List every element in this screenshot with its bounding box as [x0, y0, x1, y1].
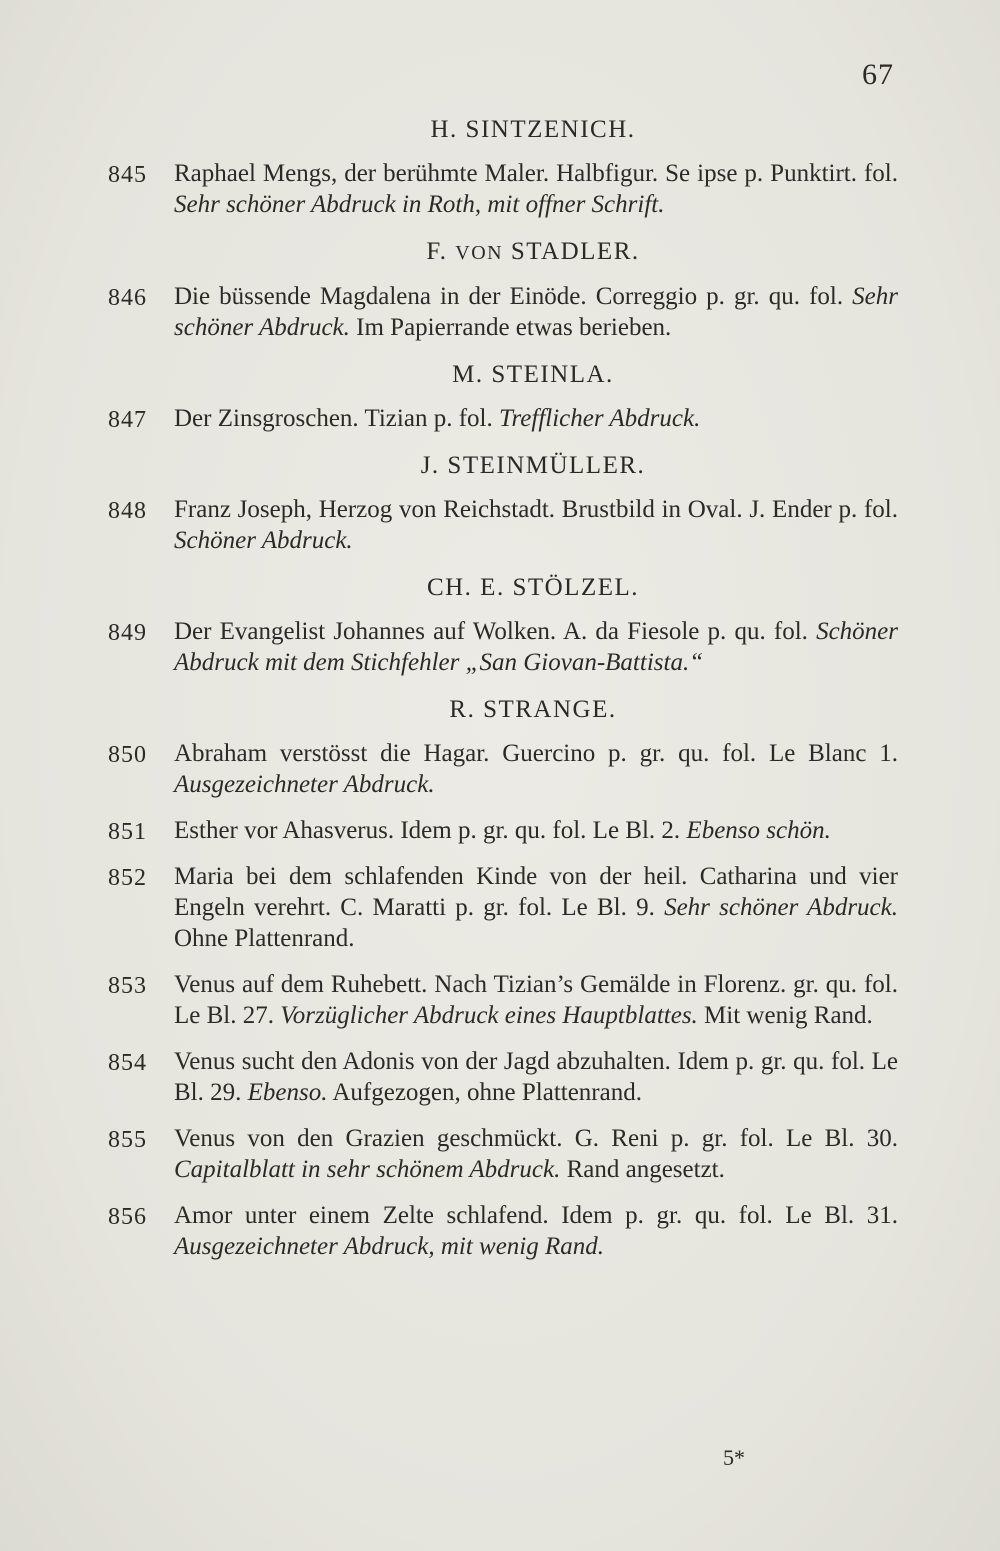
entry-extra-note: Im Papierrande etwas berieben. — [356, 314, 672, 341]
entry-condition-note: Ebenso schön. — [686, 817, 831, 844]
entry-number: 845 — [108, 162, 147, 188]
entry-number: 847 — [108, 407, 147, 433]
artist-surname: STADLER. — [510, 238, 640, 265]
catalog-entry — [108, 738, 898, 800]
catalog-entry — [108, 494, 898, 556]
entry-number: 855 — [108, 1127, 147, 1153]
artist-particle: VON — [455, 242, 504, 264]
entry-description: Venus auf dem Ruhebett. Nach Tizian’s Gemälde in Florenz. gr. qu. fol. Le Bl. 27. — [174, 971, 898, 1029]
catalog-column — [108, 113, 898, 1277]
entry-condition-note: Sehr schöner Abdruck. — [664, 894, 898, 921]
entry-condition-note: Capitalblatt in sehr schönem Abdruck. — [174, 1156, 561, 1183]
signature-mark: 5* — [723, 1445, 745, 1470]
catalog-entry — [108, 616, 898, 678]
entry-description: Die büssende Magdalena in der Einöde. Correggio p. gr. qu. fol. — [174, 283, 844, 310]
catalog-entry — [108, 281, 898, 343]
entry-description: Amor unter einem Zelte schlafend. Idem p. gr. qu. fol. Le Bl. 31. — [174, 1202, 898, 1229]
catalog-entry — [108, 158, 898, 220]
entry-description: Abraham verstösst die Hagar. Guercino p. gr. qu. fol. Le Blanc 1. — [174, 740, 898, 767]
entry-condition-note: Schöner Abdruck mit dem Stichfehler „San Giovan-Battista.“ — [174, 618, 898, 676]
catalog-entry — [108, 1200, 898, 1262]
catalog-entry — [108, 815, 898, 846]
page-number: 67 — [862, 58, 894, 91]
artist-heading: R. STRANGE. — [449, 696, 617, 723]
catalog-entry — [108, 969, 898, 1031]
entry-number: 849 — [108, 620, 147, 646]
entry-condition-note: Ausgezeichneter Abdruck. — [174, 771, 435, 798]
entry-condition-note: Ausgezeichneter Abdruck, mit wenig Rand. — [174, 1233, 605, 1260]
entry-description: Raphael Mengs, der berühmte Maler. Halbfigur. Se ipse p. Punktirt. fol. — [174, 160, 898, 187]
entry-condition-note: Ebenso. — [247, 1079, 328, 1106]
entry-condition-note: Trefflicher Abdruck. — [498, 405, 701, 432]
entry-number: 856 — [108, 1204, 147, 1230]
entry-description: Maria bei dem schlafenden Kinde von der heil. Catharina und vier Engeln verehrt. C. Maratti p. gr. fol. Le Bl. 9. — [174, 863, 898, 921]
artist-heading — [108, 235, 898, 270]
catalog-entry — [108, 1046, 898, 1108]
entry-condition-note: Vorzüglicher Abdruck eines Hauptblattes. — [280, 1002, 698, 1029]
artist-initial: F. — [426, 238, 448, 265]
entry-description: Venus sucht den Adonis von der Jagd abzuhalten. Idem p. gr. qu. fol. Le Bl. 29. — [174, 1048, 898, 1106]
entry-description: Venus von den Grazien geschmückt. G. Reni p. gr. fol. Le Bl. 30. — [174, 1125, 898, 1152]
entry-number: 846 — [108, 285, 147, 311]
entry-description: Esther vor Ahasverus. Idem p. gr. qu. fol. Le Bl. 2. — [174, 817, 681, 844]
catalog-entry — [108, 403, 898, 434]
entry-number: 854 — [108, 1050, 147, 1076]
entry-condition-note: Schöner Abdruck. — [174, 527, 353, 554]
entry-number: 851 — [108, 819, 147, 845]
entry-number: 848 — [108, 498, 147, 524]
entry-extra-note: Mit wenig Rand. — [704, 1002, 873, 1029]
artist-heading: J. STEINMÜLLER. — [420, 452, 646, 479]
catalog-entry — [108, 861, 898, 954]
entry-description: Der Evangelist Johannes auf Wolken. A. da Fiesole p. qu. fol. — [174, 618, 808, 645]
entry-extra-note: Ohne Plattenrand. — [174, 925, 355, 952]
catalog-entry — [108, 1123, 898, 1185]
entry-extra-note: Rand angesetzt. — [566, 1156, 725, 1183]
entry-description: Der Zinsgroschen. Tizian p. fol. — [174, 405, 493, 432]
entry-number: 853 — [108, 973, 147, 999]
artist-heading: H. SINTZENICH. — [430, 116, 636, 143]
entry-condition-note: Sehr schöner Abdruck. — [174, 283, 898, 341]
entry-description: Franz Joseph, Herzog von Reichstadt. Brustbild in Oval. J. Ender p. fol. — [174, 496, 898, 523]
entry-condition-note: Sehr schöner Abdruck in Roth, mit offner Schrift. — [174, 191, 665, 218]
entry-number: 850 — [108, 742, 147, 768]
entry-number: 852 — [108, 865, 147, 891]
entry-extra-note: Aufgezogen, ohne Plattenrand. — [332, 1079, 642, 1106]
artist-heading: CH. E. STÖLZEL. — [426, 574, 640, 601]
artist-heading: M. STEINLA. — [452, 361, 614, 388]
